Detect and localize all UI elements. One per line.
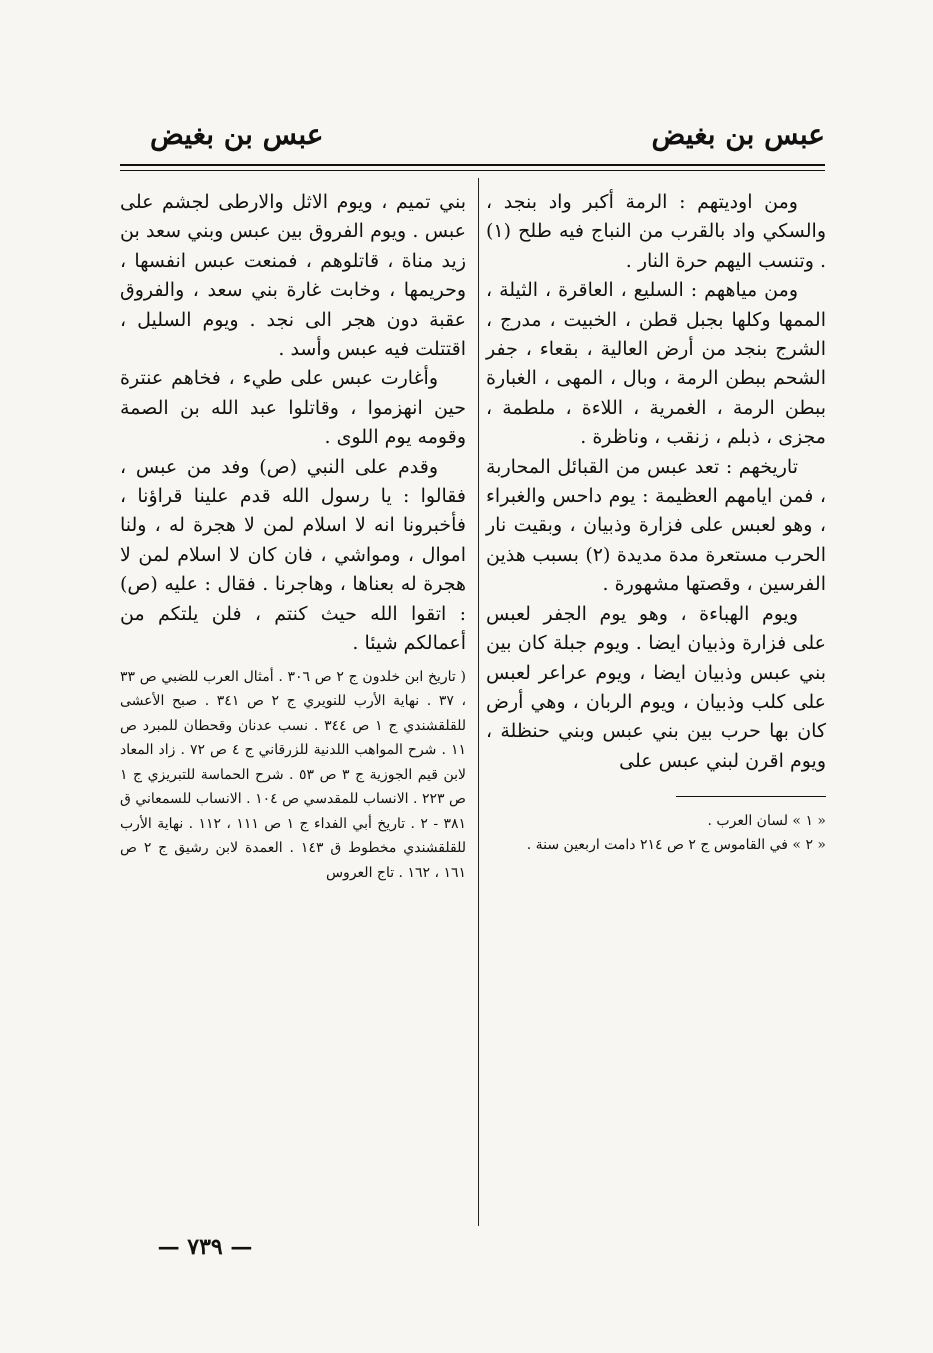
paragraph: ومن مياههم : السليع ، العاقرة ، الثيلة ، الممها وكلها بجبل قطن ، الخبيت ، مدرج ، الشرج بنجد من أرض العالية ، بقعاء ، جفر الشحم ببطن الرمة ، وبال ، المهى ، الغبارة ببطن الرمة ، الغمرية ، اللاءة ، ملطمة ، مجزى ، ذبلم ، زنقب ، وناظرة . — [486, 279, 826, 449]
footnote-rule — [676, 796, 826, 797]
running-title-right: عبس بن بغيض — [651, 118, 825, 151]
header-rule — [120, 164, 825, 166]
header-rule-thin — [120, 170, 825, 171]
footnote: « ٢ » في القاموس ج ٢ ص ٢١٤ دامت اربعين سنة . — [526, 837, 826, 854]
sources-list: ( تاريخ ابن خلدون ج ٢ ص ٣٠٦ . أمثال العرب للضبي ص ٣٣ ، ٣٧ . نهاية الأرب للنويري ج ٢ ص ٣٤١ . صبح الأعشى للقلقشندي ج ١ ص ٣٤٤ . نسب عدنان وقحطان للمبرد ص ١١ . شرح المواهب اللدنية للزرقاني ج ٤ ص ٧٢ . زاد المعاد لابن قيم الجوزية ج ٣ ص ٥٣ . شرح الحماسة للتبريزي ج ١ ص ٢٢٣ . الانساب للمقدسي ص ١٠٤ . الانساب للسمعاني ق ٣٨١ - ٢ . تاريخ أبي الفداء ج ١ ص ١١١ ، ١١٢ . نهاية الأرب للقلقشندي مخطوط ق ١٤٣ . العمدة لابن رشيق ج ٢ ص ١٦١ ، ١٦٢ . تاج العروس — [120, 668, 467, 881]
paragraph: وأغارت عبس على طيء ، فخاهم عنترة حين انهزموا ، وقاتلوا عبد الله بن الصمة وقومه يوم اللوى . — [120, 367, 466, 449]
left-column — [120, 188, 466, 885]
footnote: « ١ » لسان العرب . — [707, 813, 826, 830]
running-title-left: عبس بن بغيض — [150, 118, 324, 151]
paragraph: ومن اوديتهم : الرمة أكبر واد بنجد ، والسكي واد بالقرب من النباج فيه طلح (١) . وتنسب اليهم حرة النار . — [486, 191, 826, 272]
column-divider — [478, 178, 479, 1226]
paragraph: وقدم على النبي (ص) وفد من عبس ، فقالوا : يا رسول الله قدم علينا قراؤنا ، فأخبرونا انه لا اسلام لمن لا هجرة له ، ولنا اموال ، ومواشي ، فان كان لا اسلام لمن لا هجرة له بعناها ، وهاجرنا . فقال : عليه (ص) : اتقوا الله حيث كنتم ، فلن يلتكم من أعمالكم شيئا . — [120, 455, 466, 655]
paragraph: ويوم الهباءة ، وهو يوم الجفر لعبس على فزارة وذبيان ايضا . ويوم جبلة كان بين بني عبس وذبيان ايضا ، ويوم عراعر لعبس على كلب وذبيان ، ويوم الربان ، وهي أرض كان بها حرب بين بني عبس وبني حنظلة ، ويوم اقرن لبني عبس على — [486, 602, 826, 772]
page-number: — ٧٣٩ — — [157, 1234, 253, 1260]
right-column — [486, 188, 826, 857]
paragraph: بني تميم ، ويوم الاثل والارطى لجشم على عبس . ويوم الفروق بين عبس وبني سعد بن زيد مناة ، قاتلوهم ، فمنعت عبس انفسها ، وحريمها ، وخابت غارة بني سعد ، والفروق عقبة دون هجر الى نجد . ويوم السليل ، اقتتلت فيه عبس وأسد . — [120, 191, 466, 361]
page-header — [120, 118, 825, 168]
paragraph: تاريخهم : تعد عبس من القبائل المحاربة ، فمن ايامهم العظيمة : يوم داحس والغبراء ، وهو لعبس على فزارة وذبيان ، وبقيت نار الحرب مستعرة مدة مديدة (٢) بسبب هذين الفرسين ، وقصتها مشهورة . — [486, 455, 826, 596]
